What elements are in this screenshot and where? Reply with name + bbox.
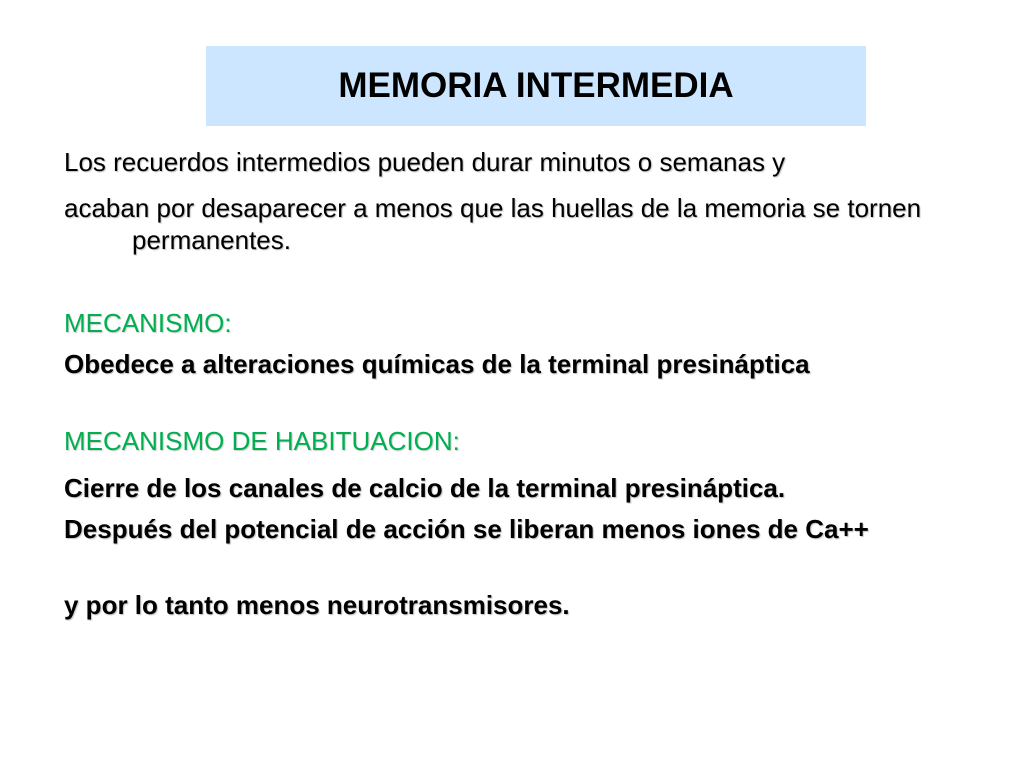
slide-title: MEMORIA INTERMEDIA	[338, 66, 734, 105]
habituation-heading: MECANISMO DE HABITUACION:	[64, 426, 460, 456]
intro-line-1: Los recuerdos intermedios pueden durar minutos o semanas y	[64, 147, 786, 177]
habituation-line-2: Después del potencial de acción se liberan menos iones de Ca++	[64, 514, 869, 544]
habituation-line-1: Cierre de los canales de calcio de la terminal presináptica.	[64, 473, 786, 503]
intro-line-2: acaban por desaparecer a menos que las huellas de la memoria se tornen permanentes.	[64, 193, 922, 255]
mechanism-heading: MECANISMO:	[64, 308, 232, 338]
title-box	[206, 46, 866, 126]
habituation-line-3: y por lo tanto menos neurotransmisores.	[64, 590, 570, 620]
mechanism-text: Obedece a alteraciones químicas de la terminal presináptica	[64, 349, 810, 379]
